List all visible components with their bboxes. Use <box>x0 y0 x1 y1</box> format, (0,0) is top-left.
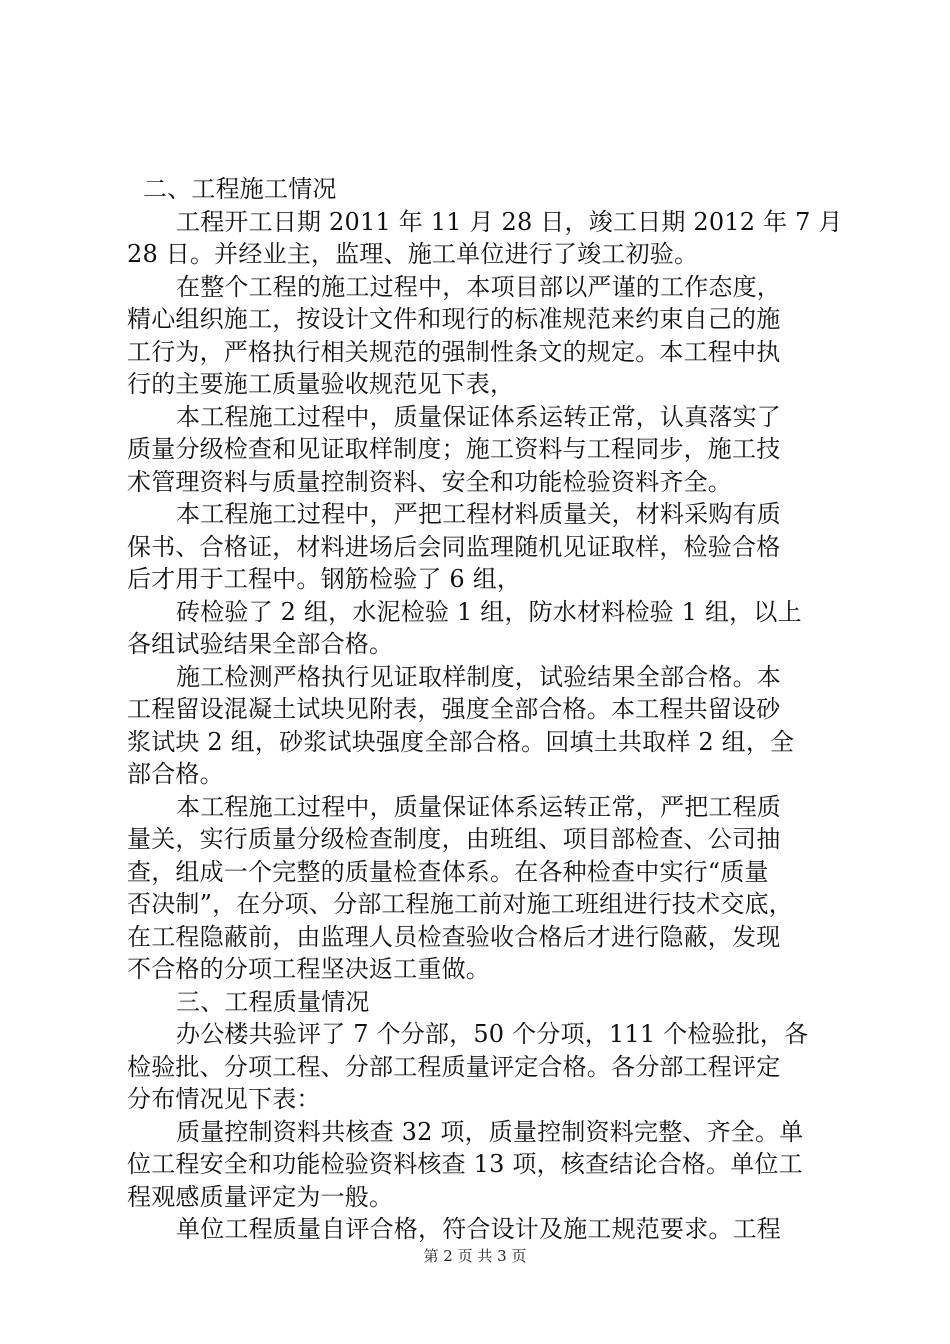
paragraph-line: 检验批、分项工程、分部工程质量评定合格。各分部工程评定 <box>127 1053 781 1081</box>
paragraph-line: 在整个工程的施工过程中，本项目部以严谨的工作态度， <box>176 273 781 301</box>
paragraph-line: 本工程施工过程中，质量保证体系运转正常，认真落实了 <box>176 403 781 431</box>
paragraph-line: 部合格。 <box>127 760 224 788</box>
paragraph-line: 术管理资料与质量控制资料、安全和功能检验资料齐全。 <box>127 468 732 496</box>
paragraph-line: 砖检验了 2 组，水泥检验 1 组，防水材料检验 1 组，以上 <box>176 598 802 626</box>
paragraph-line: 工程开工日期 2011 年 11 月 28 日，竣工日期 2012 年 7 月 <box>176 208 843 236</box>
paragraph-line: 不合格的分项工程坚决返工重做。 <box>127 955 490 983</box>
paragraph-line: 在工程隐蔽前，由监理人员检查验收合格后才进行隐蔽，发现 <box>127 923 781 951</box>
paragraph-line: 分布情况见下表： <box>127 1085 321 1113</box>
paragraph-line: 办公楼共验评了 7 个分部，50 个分项，111 个检验批，各 <box>176 1020 809 1048</box>
paragraph-line: 质量分级检查和见证取样制度；施工资料与工程同步，施工技 <box>127 435 781 463</box>
paragraph-line: 28 日。并经业主，监理、施工单位进行了竣工初验。 <box>127 240 699 268</box>
paragraph-line: 行的主要施工质量验收规范见下表， <box>127 370 515 398</box>
paragraph-line: 查，组成一个完整的质量检查体系。在各种检查中实行“质量 <box>127 858 769 886</box>
paragraph-line: 后才用于工程中。钢筋检验了 6 组， <box>127 565 522 593</box>
paragraph-line: 位工程安全和功能检验资料核查 13 项，核查结论合格。单位工 <box>127 1150 803 1178</box>
paragraph-line: 单位工程质量自评合格，符合设计及施工规范要求。工程 <box>176 1215 781 1243</box>
section-heading: 三、工程质量情况 <box>176 988 370 1016</box>
paragraph-line: 否决制”，在分项、分部工程施工前对施工班组进行技术交底， <box>127 890 793 918</box>
paragraph-line: 浆试块 2 组，砂浆试块强度全部合格。回填土共取样 2 组，全 <box>127 728 795 756</box>
paragraph-line: 工程留设混凝土试块见附表，强度全部合格。本工程共留设砂 <box>127 695 781 723</box>
section-heading: 二、工程施工情况 <box>143 175 337 203</box>
paragraph-line: 各组试验结果全部合格。 <box>127 630 394 658</box>
paragraph-line: 本工程施工过程中，质量保证体系运转正常，严把工程质 <box>176 793 781 821</box>
paragraph-line: 精心组织施工，按设计文件和现行的标准规范来约束自己的施 <box>127 305 781 333</box>
paragraph-line: 质量控制资料共核查 32 项，质量控制资料完整、齐全。单 <box>176 1118 804 1146</box>
paragraph-line: 工行为，严格执行相关规范的强制性条文的规定。本工程中执 <box>127 338 781 366</box>
paragraph-line: 本工程施工过程中，严把工程材料质量关，材料采购有质 <box>176 500 781 528</box>
paragraph-line: 程观感质量评定为一般。 <box>127 1183 394 1211</box>
paragraph-line: 量关，实行质量分级检查制度，由班组、项目部检查、公司抽 <box>127 825 781 853</box>
paragraph-line: 保书、合格证，材料进场后会同监理随机见证取样，检验合格 <box>127 533 781 561</box>
page-number-footer: 第 2 页 共 3 页 <box>423 1247 527 1265</box>
paragraph-line: 施工检测严格执行见证取样制度，试验结果全部合格。本 <box>176 663 781 691</box>
